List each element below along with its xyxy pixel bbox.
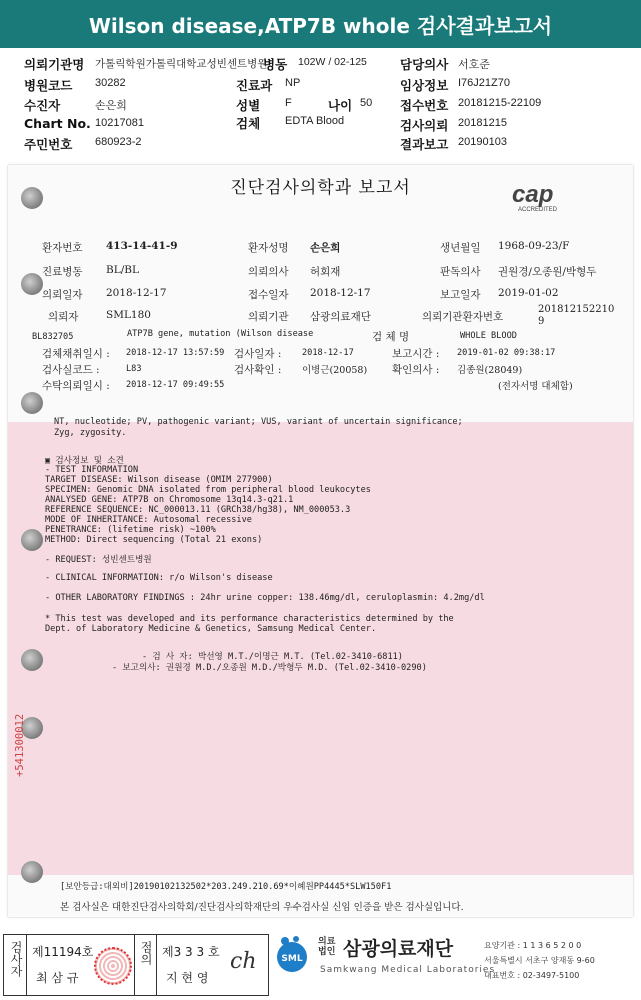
header-key: 나이: [328, 98, 353, 113]
findings-line: PENETRANCE: (lifetime risk) ~100%: [45, 525, 216, 535]
meta-value: 2019-01-02 09:38:17: [457, 348, 556, 358]
findings-line: SPECIMEN: Genomic DNA isolated from peripheral blood leukocytes: [45, 485, 371, 495]
header-value: 10217081: [95, 117, 144, 129]
header-key: 임상정보: [400, 78, 449, 93]
scanned-report: [8, 165, 633, 917]
findings-line: - OTHER LABORATORY FINDINGS : 24hr urine copper: 138.46mg/dl, ceruloplasmin: 4.2mg/dl: [45, 593, 485, 603]
findings-line: * This test was developed and its performance characteristics determined by the: [45, 614, 454, 624]
meta-label: 검사일자 :: [234, 348, 282, 360]
findings-line: TARGET DISEASE: Wilson disease (OMIM 277900): [45, 475, 273, 485]
patient-field-label: 의뢰의사: [248, 266, 289, 278]
punch-hole-icon: [21, 861, 43, 883]
patient-field-label: 의뢰기관환자번호: [422, 311, 504, 323]
meta-value: 2018-12-17 13:57:59: [126, 348, 225, 358]
abbreviation-note: NT, nucleotide; PV, pathogenic variant; VUS, variant of uncertain significance;: [54, 417, 463, 427]
header-key: 접수번호: [400, 98, 449, 113]
header-value: NP: [285, 77, 301, 89]
patient-field-label: 판독의사: [440, 266, 481, 278]
reading-doctors: 권원경/오종원/박형두: [498, 266, 597, 278]
license-number: 제3 3 3 호: [162, 945, 220, 959]
header-value: EDTA Blood: [285, 115, 345, 127]
findings-line: METHOD: Direct sequencing (Total 21 exons): [45, 535, 263, 545]
sml-logo-icon: [272, 933, 312, 973]
meta-label: 검사실코드 :: [42, 364, 100, 376]
header-value: 20190103: [458, 136, 507, 148]
ward: BL/BL: [106, 264, 139, 276]
patient-field-label: 의뢰일자: [42, 289, 83, 301]
specimen-name: WHOLE BLOOD: [460, 331, 517, 341]
org-type: 의료 법인: [318, 937, 336, 957]
patient-field-label: 의뢰자: [48, 311, 79, 323]
report-banner: [0, 0, 641, 48]
side-serial-number: +541300012: [14, 713, 26, 777]
header-value: 30282: [95, 77, 126, 89]
header-value: 102W / 02-125: [298, 56, 367, 68]
tester-line: - 검 사 자: 박선영 M.T./이명근 M.T. (Tel.02-3410-6811): [142, 652, 403, 662]
header-key: 수진자: [24, 98, 61, 113]
header-value: 가톨릭학원가톨릭대학교성빈센트병원: [95, 58, 268, 70]
meta-label: 수탁의뢰일시 :: [42, 380, 110, 392]
patient-field-label: 보고일자: [440, 289, 481, 301]
requesting-institution: 삼광의료재단: [310, 311, 371, 323]
punch-hole-icon: [21, 392, 43, 414]
org-name-en: Samkwang Medical Laboratories: [320, 965, 496, 975]
header-key: 진료과: [236, 78, 273, 93]
test-name: ATP7B gene, mutation (Wilson disease: [127, 329, 314, 339]
header-value: 손은희: [95, 100, 127, 112]
findings-line: MODE OF INHERITANCE: Autosomal recessive: [45, 515, 252, 525]
findings-line: - REQUEST: 성빈센트병원: [45, 555, 152, 565]
header-value: 50: [360, 97, 373, 109]
signature-box: [3, 934, 269, 996]
report-date: 2019-01-02: [498, 287, 559, 299]
header-info: [0, 52, 641, 160]
report-title: 진단검사의학과 보고서: [230, 178, 411, 198]
requester: SML180: [106, 309, 151, 321]
birth-date: 1968-09-23/F: [498, 240, 570, 252]
meta-label: 검사확인 :: [234, 364, 282, 376]
punch-hole-icon: [21, 273, 43, 295]
reporting-doctor-line: - 보고의사: 권원경 M.D./오종원 M.D./박형두 M.D. (Tel.02-3410-0290): [112, 663, 427, 673]
tester-label: 검사자: [9, 941, 23, 977]
header-key: 검체: [236, 116, 261, 131]
test-code: BL832705: [32, 332, 74, 342]
meta-label: 검체채취일시 :: [42, 348, 110, 360]
meta-value: 김종원(28049): [457, 365, 523, 376]
meta-label: 보고시간 :: [392, 348, 440, 360]
header-key: 의뢰기관명: [24, 57, 85, 72]
findings-line: - CLINICAL INFORMATION: r/o Wilson's disease: [45, 573, 273, 583]
doctor-label: 점의: [139, 941, 153, 965]
header-key: 병원코드: [24, 78, 73, 93]
institution-code: 요양기관 : 1 1 3 6 5 2 0 0: [484, 941, 582, 950]
header-key: 병동: [263, 57, 288, 72]
address: 서울특별시 서초구 양재동 9-60: [484, 956, 595, 965]
meta-value: 이병근(20058): [302, 365, 368, 376]
abbreviation-note: Zyg, zygosity.: [54, 428, 127, 438]
header-key: 검사의뢰: [400, 118, 449, 133]
receipt-date: 2018-12-17: [310, 287, 371, 299]
header-value: 680923-2: [95, 136, 142, 148]
header-key: Chart No.: [24, 116, 91, 131]
findings-heading: ▣ 검사정보 및 소견: [45, 456, 124, 466]
official-seal-icon: [94, 947, 132, 985]
patient-field-label: 생년월일: [440, 242, 481, 254]
meta-label: 확인의사 :: [392, 364, 440, 376]
patient-field-label: 환자번호: [42, 242, 83, 254]
header-value: F: [285, 97, 292, 109]
institution-patient-number: 201812152210: [538, 304, 615, 315]
header-value: 20181215-22109: [458, 97, 542, 109]
security-line: [보안등급:대외비]20190102132502*203.249.210.69*이혜원PP4445*SLW150F1: [60, 882, 392, 892]
institution-patient-number-cont: 9: [538, 316, 545, 327]
org-name: 삼광의료재단: [343, 938, 454, 960]
patient-number: 413-14-41-9: [106, 240, 178, 252]
handwritten-signature: ch: [230, 949, 257, 974]
header-key: 주민번호: [24, 137, 73, 152]
punch-hole-icon: [21, 649, 43, 671]
meta-value: 2018-12-17: [302, 348, 354, 358]
header-key: 담당의사: [400, 57, 449, 72]
banner-title: Wilson disease,ATP7B whole 검사결과보고서: [88, 14, 553, 38]
header-key: 성별: [236, 98, 261, 113]
header-key: 결과보고: [400, 137, 449, 152]
footer: [0, 929, 641, 1000]
e-signature-note: (전자서명 대체함): [498, 381, 573, 392]
patient-field-label: 접수일자: [248, 289, 289, 301]
meta-value: 2018-12-17 09:49:55: [126, 380, 225, 390]
referring-doctor: 허회재: [310, 266, 341, 278]
certification-note: 본 검사실은 대한진단검사의학회/진단검사의학재단의 우수검사실 신임 인증을 받은 검사실입니다.: [60, 902, 464, 913]
phone: 대표번호 : 02-3497-5100: [484, 971, 580, 980]
header-value: 서호준: [458, 59, 490, 71]
findings-line: ANALYSED GENE: ATP7B on Chromosome 13q14.3-q21.1: [45, 495, 294, 505]
meta-value: L83: [126, 364, 142, 374]
findings-line: REFERENCE SEQUENCE: NC_000013.11 (GRCh38/hg38), NM_000053.3: [45, 505, 351, 515]
header-value: 20181215: [458, 117, 507, 129]
request-date: 2018-12-17: [106, 287, 167, 299]
punch-hole-icon: [21, 529, 43, 551]
cap-accredited-logo: cap ACCREDITED: [512, 181, 558, 213]
signer-name: 최 삼 규: [36, 971, 79, 985]
patient-name: 손은희: [310, 242, 341, 254]
license-number: 제11194호: [32, 945, 94, 959]
specimen-label: 검 체 명: [372, 331, 410, 343]
findings-line: - TEST INFORMATION: [45, 465, 139, 475]
patient-field-label: 진료병동: [42, 266, 83, 278]
patient-field-label: 환자성명: [248, 242, 289, 254]
signer-name: 지 현 영: [166, 971, 209, 985]
header-value: I76J21Z70: [458, 77, 510, 89]
findings-line: Dept. of Laboratory Medicine & Genetics, Samsung Medical Center.: [45, 624, 377, 634]
patient-field-label: 의뢰기관: [248, 311, 289, 323]
svg-text:SML: SML: [281, 954, 303, 964]
